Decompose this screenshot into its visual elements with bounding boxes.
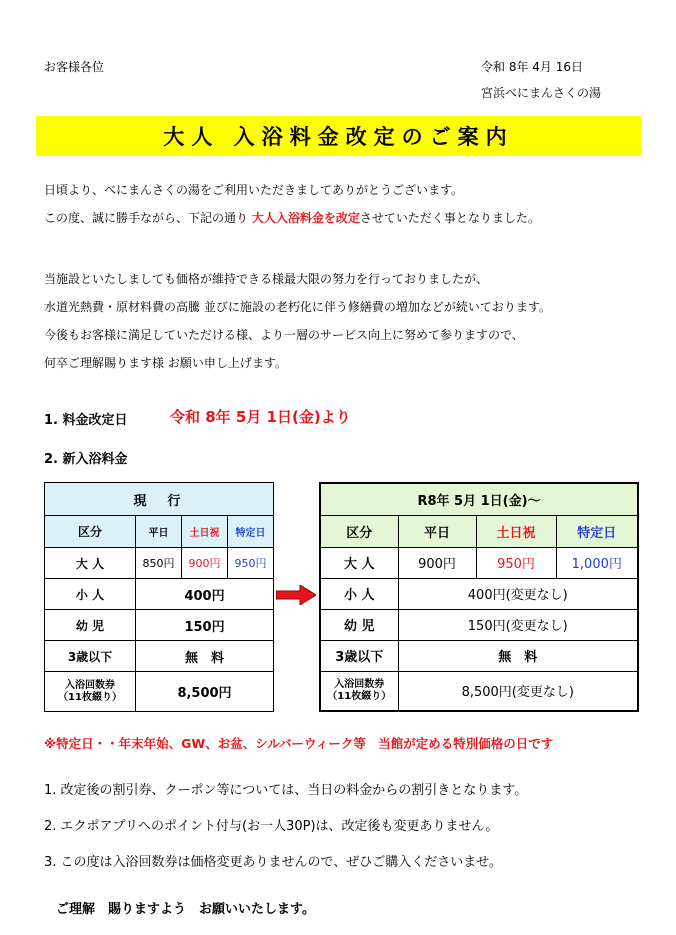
new-adult-label: 大 人 bbox=[320, 547, 398, 578]
new-adult-weekend: 950円 bbox=[476, 547, 556, 578]
current-ticket-label-2: （11枚綴り） bbox=[58, 691, 122, 703]
current-col-weekend: 土日祝 bbox=[182, 516, 228, 548]
current-col-special: 特定日 bbox=[228, 516, 274, 548]
note-3: 3. この度は入浴回数券は価格変更ありませんので、ぜひご購入くださいませ。 bbox=[44, 855, 502, 870]
current-ticket-label bbox=[45, 672, 136, 712]
current-adult-special: 950円 bbox=[228, 548, 274, 579]
addressee: お客様各位 bbox=[44, 60, 105, 74]
new-ticket-label-1: 入浴回数券 bbox=[334, 678, 385, 690]
body-line-4: 何卒ご理解賜ります様 お願い申し上げます。 bbox=[44, 356, 287, 370]
current-toddler-price: 無 料 bbox=[136, 641, 274, 672]
section-1-label: 1. 料金改定日 bbox=[44, 413, 128, 428]
current-adult-weekday: 850円 bbox=[136, 548, 182, 579]
current-toddler-label: 3歳以下 bbox=[45, 641, 136, 672]
note-2: 2. エクポアプリへのポイント付与(お一人30P)は、改定後も変更ありません。 bbox=[44, 819, 499, 834]
page-title: 大人 入浴料金改定のご案内 bbox=[163, 125, 514, 149]
title-banner bbox=[36, 116, 641, 156]
new-ticket-label bbox=[320, 671, 398, 711]
new-toddler-label: 3歳以下 bbox=[320, 640, 398, 671]
intro-line-2-post: させていただく事となりました。 bbox=[359, 211, 540, 225]
body-line-3: 今後もお客様に満足していただける様、より一層のサービス向上に努めて参りますので、 bbox=[44, 328, 524, 342]
special-day-note: ※特定日・・年末年始、GW、お盆、シルバーウィーク等 当館が定める特別価格の日です bbox=[44, 736, 554, 751]
arrow-right-icon bbox=[276, 585, 316, 605]
new-adult-weekday: 900円 bbox=[398, 547, 476, 578]
current-col-category: 区分 bbox=[45, 516, 136, 548]
new-col-weekend: 土日祝 bbox=[476, 515, 556, 547]
new-ticket-price: 8,500円(変更なし) bbox=[398, 671, 638, 711]
document-date: 令和 8年 4月 16日 bbox=[481, 60, 583, 74]
intro-line-2 bbox=[44, 209, 540, 226]
current-adult-weekend: 900円 bbox=[182, 548, 228, 579]
current-infant-price: 150円 bbox=[136, 610, 274, 641]
new-table-title: R8年 5月 1日(金)～ bbox=[320, 483, 638, 515]
body-line-2: 水道光熱費・原材料費の高騰 並びに施設の老朽化に伴う修繕費の増加などが続いております。 bbox=[44, 300, 551, 314]
new-fee-table bbox=[319, 482, 639, 712]
body-line-1: 当施設といたしましても価格が維持できる様最大限の努力を行っておりましたが、 bbox=[44, 272, 489, 286]
new-adult-special: 1,000円 bbox=[556, 547, 638, 578]
intro-highlight: 大人入浴料金を改定 bbox=[251, 211, 360, 225]
current-fee-table bbox=[44, 482, 274, 712]
new-child-label: 小 人 bbox=[320, 578, 398, 609]
intro-line-2-pre: この度、誠に勝手ながら、下記の通り bbox=[44, 211, 252, 225]
current-ticket-price: 8,500円 bbox=[136, 672, 274, 712]
closing-line: ご理解 賜りますよう お願いいたします。 bbox=[56, 902, 315, 917]
revision-date: 令和 8年 5月 1日(金)より bbox=[170, 408, 351, 426]
new-ticket-label-2: （11枚綴り） bbox=[327, 690, 392, 702]
new-col-special: 特定日 bbox=[556, 515, 638, 547]
current-child-price: 400円 bbox=[136, 579, 274, 610]
intro-line-1: 日頃より、べにまんさくの湯をご利用いただきましてありがとうございます。 bbox=[44, 183, 464, 197]
new-col-weekday: 平日 bbox=[398, 515, 476, 547]
new-infant-label: 幼 児 bbox=[320, 609, 398, 640]
current-child-label: 小 人 bbox=[45, 579, 136, 610]
section-2-label: 2. 新入浴料金 bbox=[44, 452, 128, 467]
sender-name: 宮浜べにまんさくの湯 bbox=[481, 86, 602, 100]
new-infant-price: 150円(変更なし) bbox=[398, 609, 638, 640]
note-1: 1. 改定後の割引券、クーポン等については、当日の料金からの割引きとなります。 bbox=[44, 783, 528, 798]
new-child-price: 400円(変更なし) bbox=[398, 578, 638, 609]
current-table-title: 現 行 bbox=[45, 483, 274, 516]
new-col-category: 区分 bbox=[320, 515, 398, 547]
current-col-weekday: 平日 bbox=[136, 516, 182, 548]
current-adult-label: 大 人 bbox=[45, 548, 136, 579]
current-ticket-label-1: 入浴回数券 bbox=[65, 679, 115, 691]
new-toddler-price: 無 料 bbox=[398, 640, 638, 671]
current-infant-label: 幼 児 bbox=[45, 610, 136, 641]
